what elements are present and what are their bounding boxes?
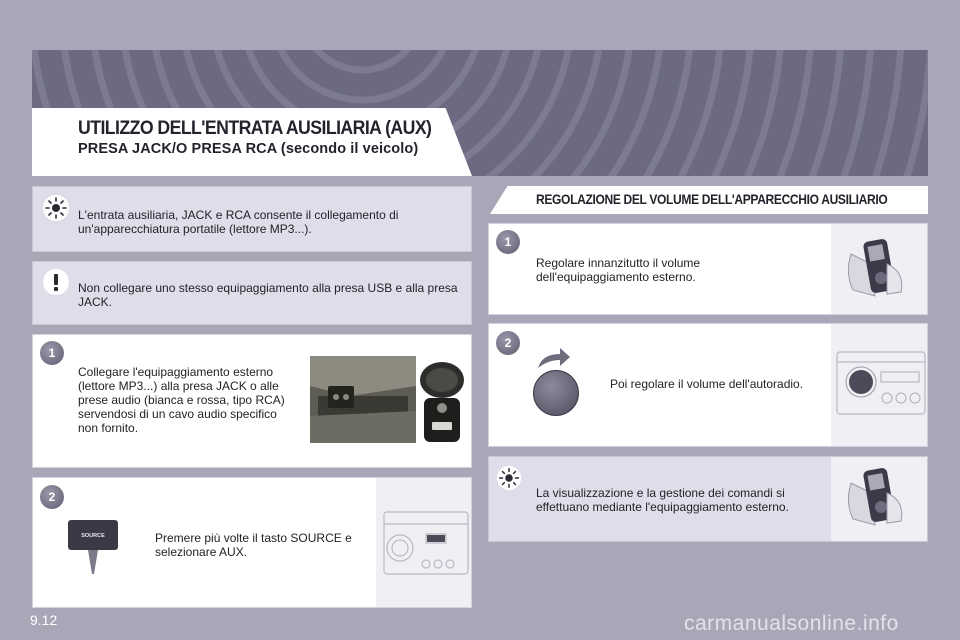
volume-step2-text: Poi regolare il volume dell'autoradio. <box>610 377 804 391</box>
step2-badge: 2 <box>40 485 64 509</box>
volume-step1-badge: 1 <box>496 230 520 254</box>
volume-knob <box>533 370 579 416</box>
volume-step1-text: Regolare innanzitutto il volume dell'equipaggiamento esterno. <box>536 256 701 284</box>
source-button <box>68 520 118 576</box>
mp3-player-image <box>831 224 927 314</box>
step1-badge: 1 <box>40 341 64 365</box>
page-subtitle: PRESA JACK/O PRESA RCA (secondo il veicolo) <box>78 141 419 157</box>
tip-text: L'entrata ausiliaria, JACK e RCA consente il collegamento di un'apparecchiatura portatile (lettore MP3...). <box>78 208 399 236</box>
page-number: 9.12 <box>30 612 58 628</box>
step1-text: Collegare l'equipaggiamento esterno (lettore MP3...) alla presa JACK o alle prese audio (bianca e rossa, tipo RCA) servendosi di un cavo audio specifico non fornito. <box>78 365 285 435</box>
source-button-label: SOURCE <box>81 533 105 539</box>
step2-text: Premere più volte il tasto SOURCE e selezionare AUX. <box>155 531 352 559</box>
watermark: carmanualsonline.info <box>684 612 899 635</box>
volume-section-title: REGOLAZIONE DEL VOLUME DELL'APPARECCHIO AUSILIARIO <box>536 191 888 207</box>
volume-step2-badge: 2 <box>496 331 520 355</box>
tip-icon <box>42 194 70 222</box>
volume-tip-icon <box>496 465 522 491</box>
mp3-player-image-2 <box>831 457 927 541</box>
rotate-arrow-icon <box>536 346 572 370</box>
warning-text: Non collegare uno stesso equipaggiamento alla presa USB e alla presa JACK. <box>78 281 458 309</box>
warning-icon <box>42 268 70 296</box>
jack-cover-photo <box>418 360 466 444</box>
jack-socket-photo <box>310 356 416 443</box>
page-title: UTILIZZO DELL'ENTRATA AUSILIARIA (AUX) <box>78 118 432 139</box>
radio-thumb-left <box>376 478 471 607</box>
radio-thumb-right <box>831 324 927 446</box>
volume-tip-text: La visualizzazione e la gestione dei comandi si effettuano mediante l'equipaggiamento esterno. <box>536 486 789 514</box>
